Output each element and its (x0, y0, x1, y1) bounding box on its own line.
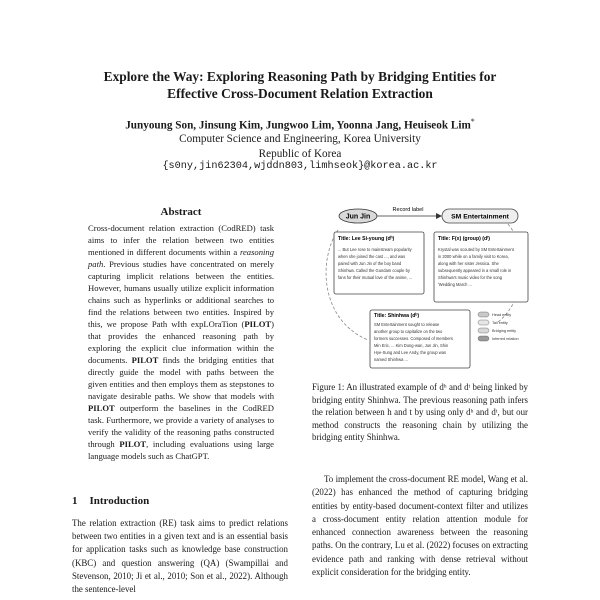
abstract-text-c: ) that provides the enhanced reasoning path by exploring the explicit clue information within the documents. (88, 319, 274, 365)
figure-caption: Figure 1: An illustrated example of dʰ and dᵗ being linked by bridging entity Shinhwa. The previous reasoning path infers the relation between h and t by using only dʰ and dᵗ, but our method constructs the reasoning chain by utilizing the bridging entity Shinhwa. (312, 382, 528, 443)
doc-bridge-line: Hye-Sung and Lee Andy, the group was (374, 350, 447, 355)
figure-legend (478, 312, 519, 341)
affiliation-line-1: Computer Science and Engineering, Korea University (179, 133, 421, 145)
doc-tail-box (434, 232, 528, 302)
doc-bridge-line: SM Entertainment sought to release (374, 322, 440, 327)
author-email: {s0ny,jin62304,wjddn803,limhseok}@korea.ac.kr (162, 161, 438, 172)
doc-tail-title: Title: F(x) (group) (dᵗ) (438, 236, 491, 242)
legend-bridge-swatch (478, 328, 489, 333)
legend-tail-label: Tail entity (492, 321, 508, 325)
author-mark: * (470, 117, 475, 126)
legend-inferred-label: Inferred relation (492, 337, 519, 341)
system-name: PILOT (244, 319, 272, 329)
abstract-heading: Abstract (160, 206, 202, 218)
abstract-text-a: Cross-document relation extraction (CodRED) task aims to infer the relation between two entities mentioned in different documents within a (88, 223, 274, 257)
legend-tail-swatch (478, 320, 489, 325)
doc-tail-line: Krystal was scouted by SM Entertainment (438, 247, 514, 252)
system-name: PILOT (88, 403, 115, 413)
doc-head-title: Title: Lee Si-young (dʰ) (338, 236, 395, 242)
abstract-body (88, 222, 274, 462)
title-line-2: Effective Cross-Document Relation Extraction (167, 86, 433, 101)
abstract-text-d: finds the bridging entities that directly guide the model with paths between the given entities and then employs them as stepstones to navigate desirable paths. We show that models with (88, 355, 274, 401)
introduction-body: The relation extraction (RE) task aims to predict relations between two entities in a given text and is an essential basis for application tasks such as knowledge base construction (KBC) and question answering (QA) (Swampillai and Stevenson, 2010; Ji et al., 2010; Son et al., 2022). Although the sentence-level (72, 518, 288, 595)
system-name: PILOT (131, 355, 159, 365)
section-title: Introduction (89, 495, 150, 507)
doc-head-line: Shinhwa. Called the Gundam couple by (338, 268, 410, 273)
record-label-arrow (436, 213, 442, 219)
abstract-italic: reasoning path (88, 247, 274, 269)
doc-tail-line: Shinhwa's music video for the song (438, 275, 503, 280)
authors-text: Junyoung Son, Jinsung Kim, Jungwoo Lim, Yoonna Jang, Heuiseok Lim (125, 119, 471, 132)
doc-head-line: paired with Jun Jin of the boy band (338, 261, 402, 266)
doc-head-line: fans for their mutual love of the anime, ... (338, 275, 413, 280)
affiliation (60, 132, 540, 161)
author-list (60, 117, 540, 132)
figure-1 (308, 200, 536, 370)
doc-tail-line: subsequently appeared in a small role in (438, 268, 512, 273)
legend-head-swatch (478, 312, 489, 317)
doc-bridge-line: formers successes. Composed of members (374, 336, 453, 341)
record-label-text: Record label (392, 207, 424, 213)
doc-bridge-line: named Shinhwa ... (374, 357, 408, 362)
abstract-text-e: outperform the baselines in the CodRED task. Furthermore, we provide a variety of analyses to verify the validity of the reasoning paths constructed through (88, 403, 274, 449)
section-number: 1 (72, 495, 78, 507)
doc-head-line: when she joined the cast ..., and was (338, 254, 406, 259)
tail-entity-label: SM Entertainment (451, 213, 509, 221)
legend-inferred-swatch (478, 336, 489, 341)
head-entity-label: Jun Jin (345, 213, 371, 221)
paper-title (60, 68, 540, 102)
doc-tail-line: 'Wedding March ... (438, 282, 472, 287)
system-name: PILOT (119, 439, 147, 449)
doc-bridge-line: another group to capitalize on the two (374, 329, 443, 334)
abstract-text-b: . Previous studies have concentrated on merely capturing implicit relations between the entities. However, humans usually utilize explicit information chains such as hyperlinks or additional searches to find the relations between two entities. Inspired by this, we propose Path wIth expLOraTion ( (88, 259, 274, 329)
legend-bridge-label: Bridging entity (492, 329, 517, 333)
section-heading-introduction (72, 495, 161, 507)
doc-bridge-line: Min Eric, ... Kim Dong-wan, Jun Jin, Shin (374, 343, 449, 348)
legend-head-label: Head entity (492, 313, 512, 317)
affiliation-line-2: Republic of Korea (258, 147, 342, 160)
doc-head-line: ... But Lee rose to mainstream popularity (338, 247, 412, 252)
doc-bridge-title: Title: Shinhwa (dᵇ) (374, 313, 420, 319)
doc-tail-line: in 2000 while on a family visit to Korea, (438, 254, 509, 259)
right-column-paragraph: To implement the cross-document RE model, Wang et al. (2022) has enhanced the method of capturing bridging entities by entity-based document-context filter and utilizes a cross-document entity relation attention module for enhanced connection awareness between the reasoning paths. On the contrary, Lu et al. (2022) focuses on extracting evidence path and ranking with dense retrieval without explicit consideration for the bridging entity. (312, 474, 528, 578)
abstract-text-f: , including evaluations using large language models such as ChatGPT. (88, 439, 274, 461)
doc-tail-line: along with her sister Jessica. She (438, 261, 499, 266)
title-line-1: Explore the Way: Exploring Reasoning Path by Bridging Entities for (103, 69, 497, 84)
